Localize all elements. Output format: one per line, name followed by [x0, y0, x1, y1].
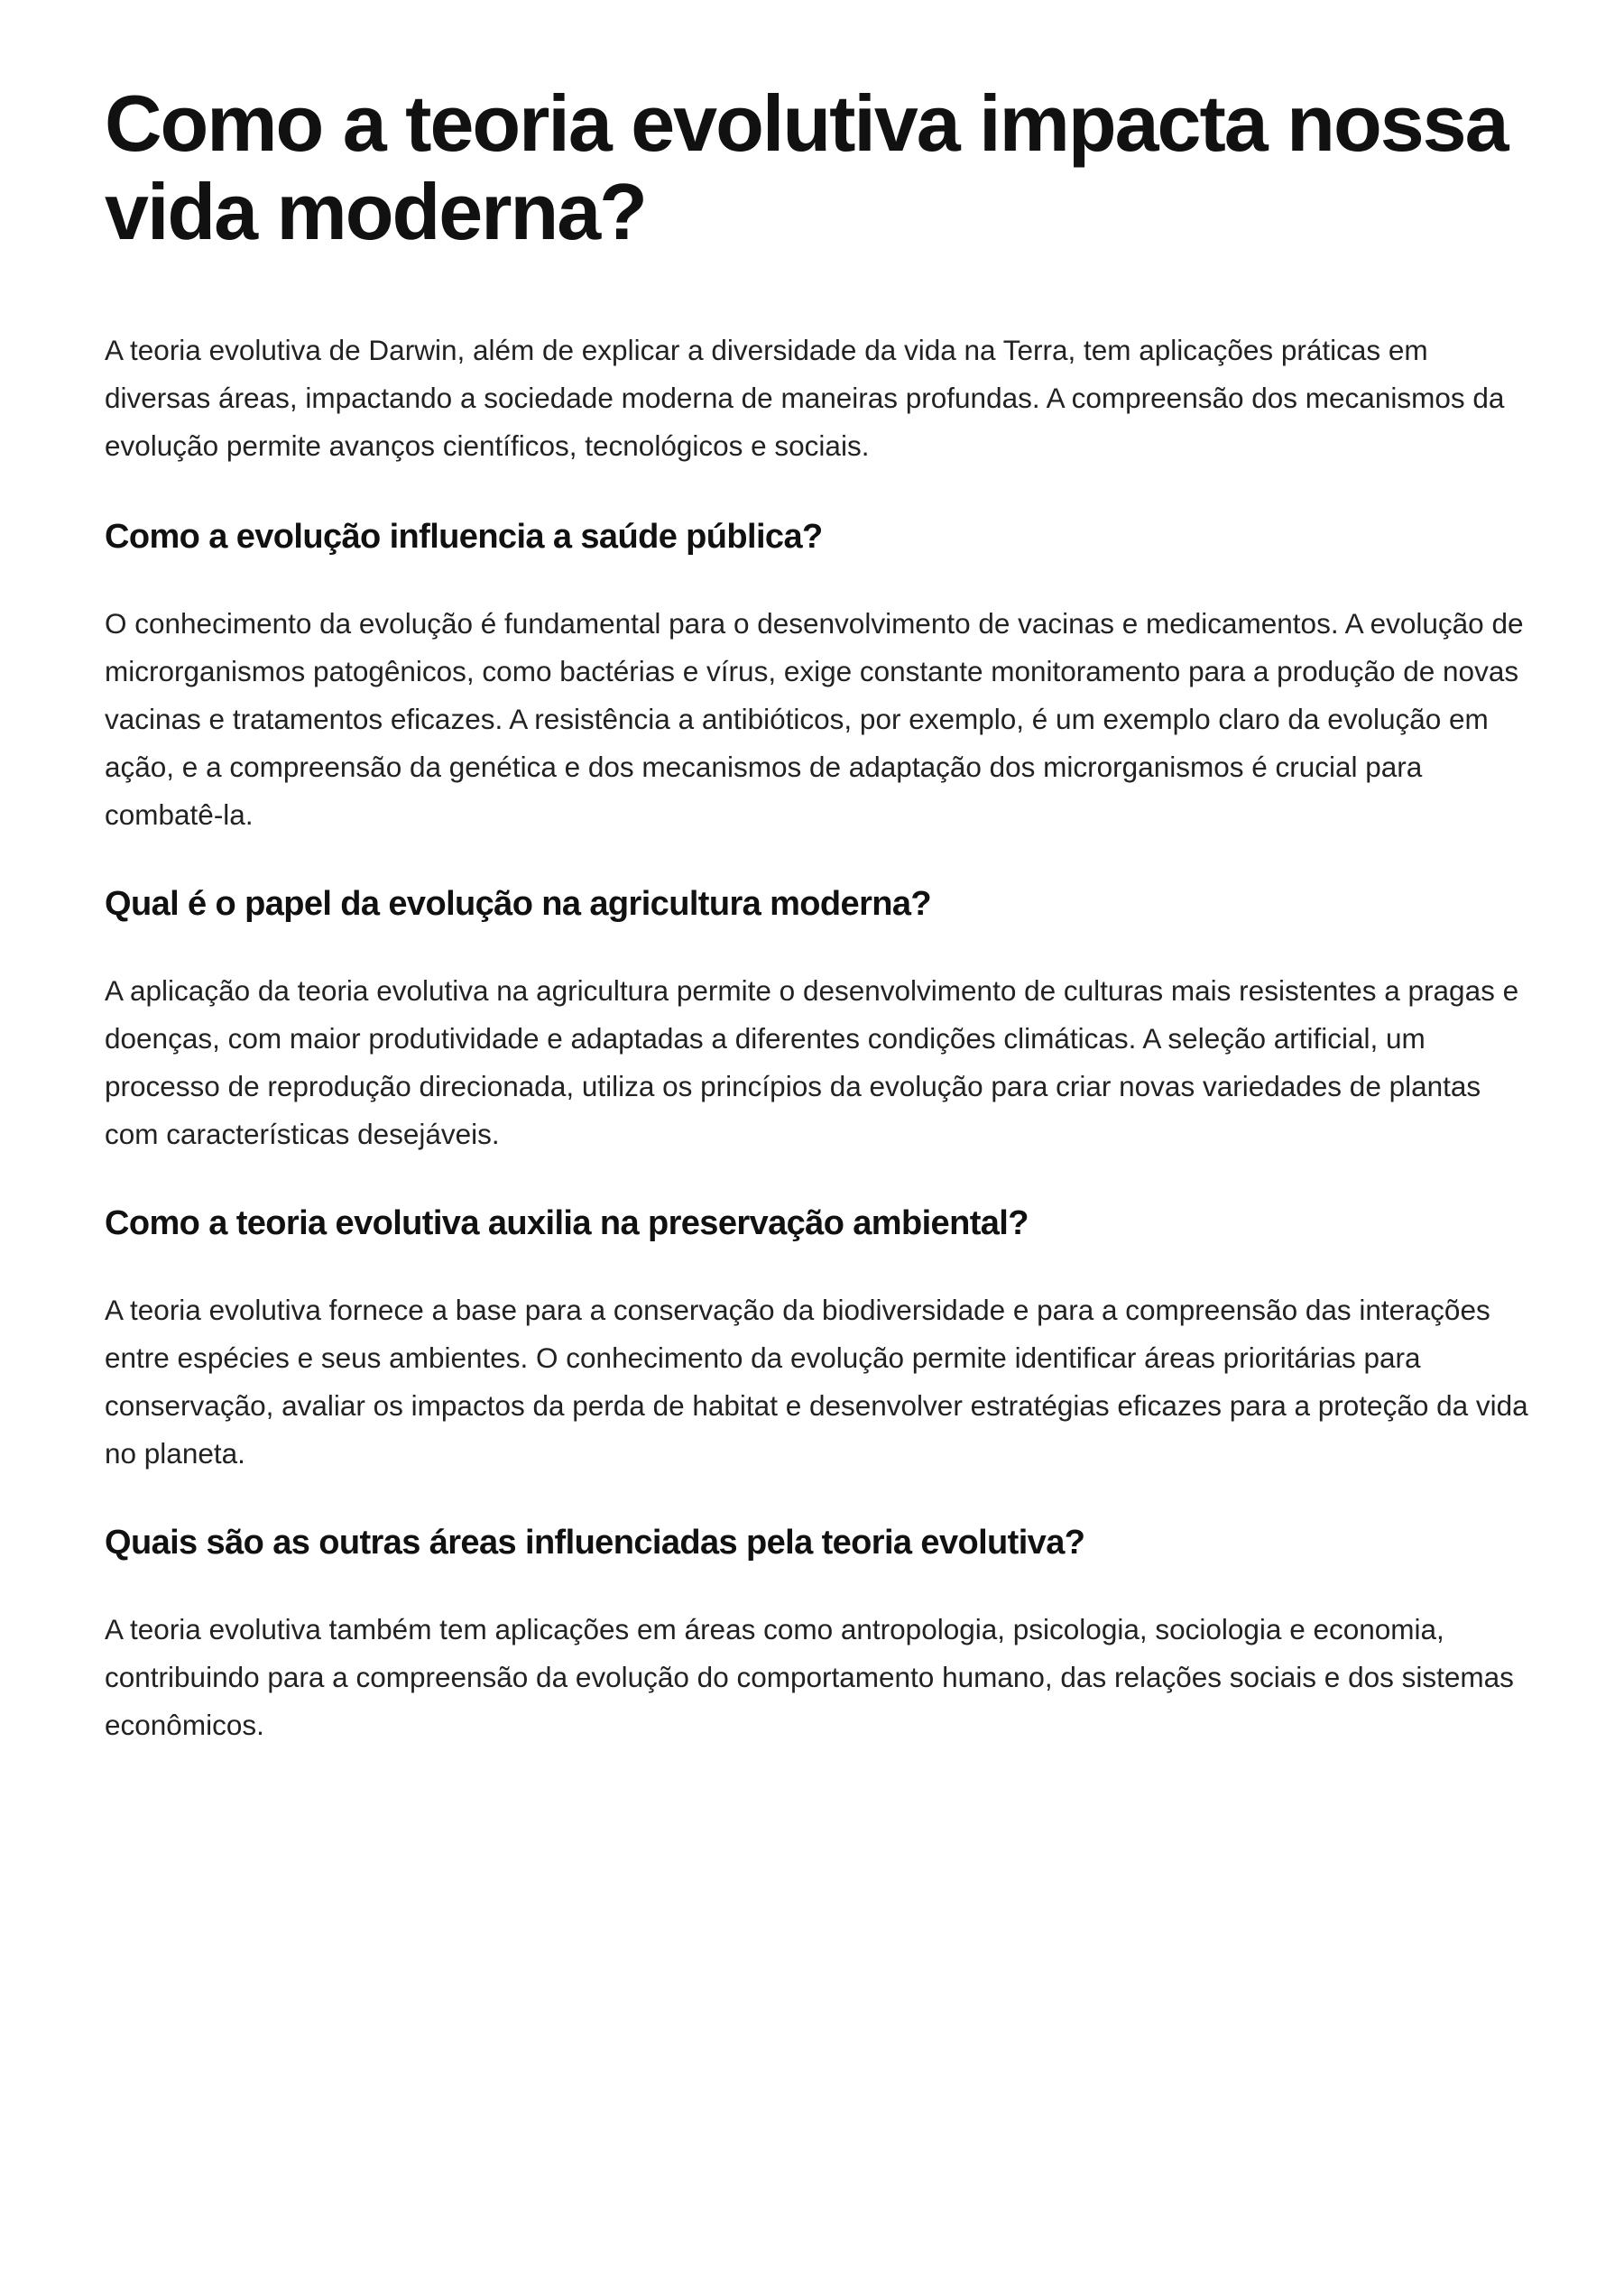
section-environment [105, 1200, 1530, 1478]
section-body: A teoria evolutiva fornece a base para a conservação da biodiversidade e para a compreensão das interações entre espécies e seus ambientes. O conhecimento da evolução permite identificar áreas prioritárias para conservação, avaliar os impactos da perda de habitat e desenvolver estratégias eficazes para a proteção da vida no planeta. [105, 1294, 1528, 1470]
section-other-areas [105, 1519, 1530, 1749]
section-agriculture [105, 880, 1530, 1158]
document-page [105, 79, 1530, 1791]
intro-paragraph: A teoria evolutiva de Darwin, além de explicar a diversidade da vida na Terra, tem aplicações práticas em diversas áreas, impactando a sociedade moderna de maneiras profundas. A compreensão dos mecanismos da evolução permite avanços científicos, tecnológicos e sociais. [105, 334, 1505, 462]
section-heading: Qual é o papel da evolução na agricultura moderna? [105, 885, 932, 923]
section-body: A aplicação da teoria evolutiva na agricultura permite o desenvolvimento de culturas mais resistentes a pragas e doenças, com maior produtividade e adaptadas a diferentes condições climáticas. A seleção artificial, um processo de reprodução direcionada, utiliza os princípios da evolução para criar novas variedades de plantas com características desejáveis. [105, 974, 1519, 1150]
section-heading: Quais são as outras áreas influenciadas pela teoria evolutiva? [105, 1524, 1085, 1562]
section-heading: Como a evolução influencia a saúde pública? [105, 518, 823, 556]
section-public-health [105, 513, 1530, 839]
section-body: A teoria evolutiva também tem aplicações em áreas como antropologia, psicologia, sociologia e economia, contribuindo para a compreensão da evolução do comportamento humano, das relações sociais e dos sistemas econômicos. [105, 1613, 1514, 1741]
section-body: O conhecimento da evolução é fundamental para o desenvolvimento de vacinas e medicamentos. A evolução de microrganismos patogênicos, como bactérias e vírus, exige constante monitoramento para a produção de novas vacinas e tratamentos eficazes. A resistência a antibióticos, por exemplo, é um exemplo claro da evolução em ação, e a compreensão da genética e dos mecanismos de adaptação dos microrganismos é crucial para combatê-la. [105, 607, 1524, 831]
page-title: Como a teoria evolutiva impacta nossa vida moderna? [105, 78, 1508, 256]
section-heading: Como a teoria evolutiva auxilia na preservação ambiental? [105, 1204, 1029, 1242]
